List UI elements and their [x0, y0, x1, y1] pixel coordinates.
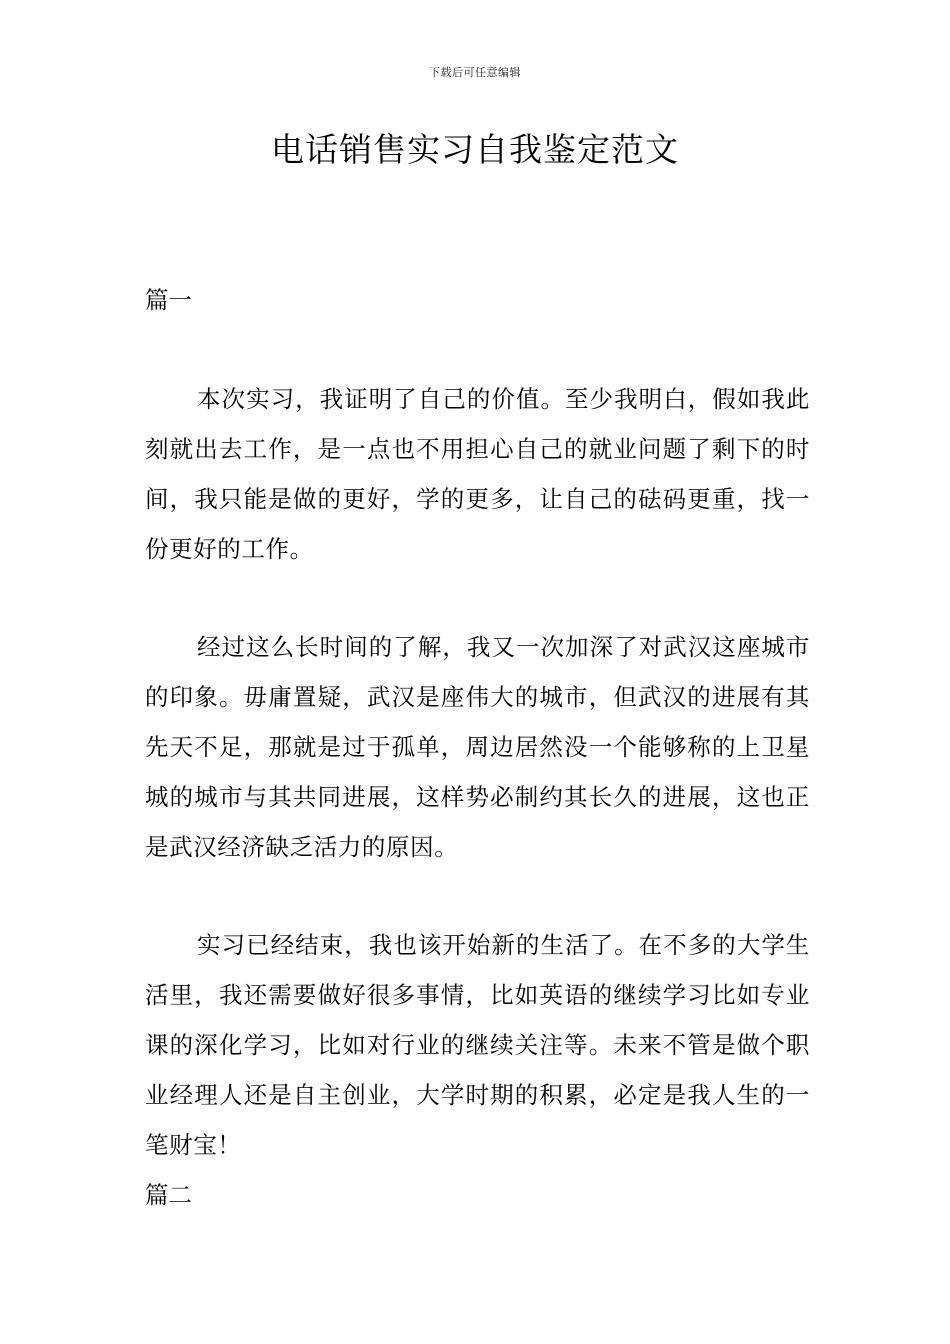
- section-label-one: 篇一: [145, 286, 192, 314]
- paragraph-block-3: [145, 920, 810, 1170]
- paragraph-2: 经过这么长时间的了解，我又一次加深了对武汉这座城市的印象。毋庸置疑，武汉是座伟大的城市，但武汉的进展有其先天不足，那就是过于孤单，周边居然没一个能够称的上卫星城的城市与其共同进展，这样势必制约其长久的进展，这也正是武汉经济缺乏活力的原因。: [145, 633, 810, 861]
- paragraph-1: 本次实习，我证明了自己的价值。至少我明白，假如我此刻就出去工作，是一点也不用担心自己的就业问题了剩下的时间，我只能是做的更好，学的更多，让自己的砝码更重，找一份更好的工作。: [145, 385, 810, 563]
- document-title: 电话销售实习自我鉴定范文: [271, 130, 679, 169]
- header-note: 下载后可任意编辑: [429, 66, 521, 79]
- paragraph-block-2: [145, 622, 810, 872]
- paragraph-3: 实习已经结束，我也该开始新的生活了。在不多的大学生活里，我还需要做好很多事情，比如英语的继续学习比如专业课的深化学习，比如对行业的继续关注等。未来不管是做个职业经理人还是自主创业，大学时期的积累，必定是我人生的一笔财宝！: [145, 931, 810, 1159]
- paragraph-block-1: [145, 374, 810, 574]
- section-label-two: 篇二: [145, 1181, 192, 1209]
